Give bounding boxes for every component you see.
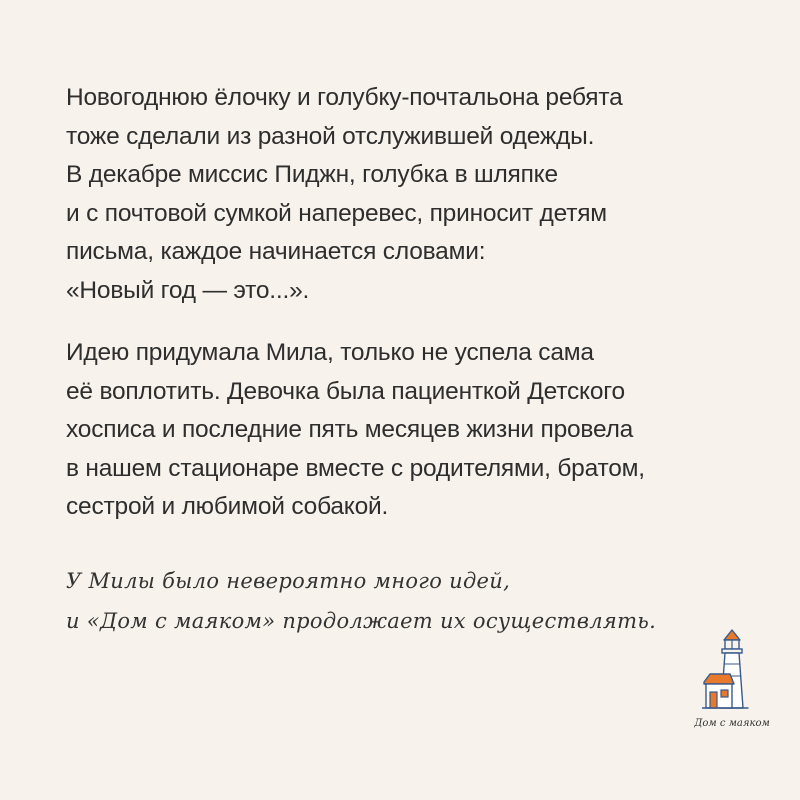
- paragraph-2-line: Идею придумала Мила, только не успела сама: [66, 339, 594, 366]
- paragraph-1-line: и с почтовой сумкой наперевес, приносит детям: [66, 199, 607, 227]
- paragraph-2: [66, 334, 756, 527]
- paragraph-1: [66, 79, 756, 310]
- paragraph-1-line: «Новый год — это...».: [66, 276, 310, 304]
- paragraph-2-line: хосписа и последние пять месяцев жизни провела: [66, 416, 634, 443]
- logo-caption: Дом с маяком: [694, 718, 770, 729]
- handwritten-note-line: У Милы было невероятно много идей,: [66, 569, 511, 593]
- paragraph-1-line: письма, каждое начинается словами:: [66, 238, 486, 265]
- handwritten-note: [66, 561, 756, 641]
- paragraph-2-line: сестрой и любимой собакой.: [66, 493, 389, 520]
- brand-logo: [672, 628, 792, 738]
- paragraph-1-line: В декабре миссис Пиджн, голубка в шляпке: [66, 161, 558, 188]
- paragraph-1-line: Новогоднюю ёлочку и голубку-почтальона ребята: [66, 84, 623, 111]
- lighthouse-house-icon: [702, 628, 762, 714]
- paragraph-2-line: в нашем стационаре вместе с родителями, братом,: [66, 454, 645, 482]
- handwritten-note-line: и «Дом с маяком» продолжает их осуществлять.: [66, 609, 657, 633]
- paragraph-1-line: тоже сделали из разной отслужившей одежды.: [66, 122, 595, 150]
- paragraph-2-line: её воплотить. Девочка была пациенткой Детского: [66, 377, 625, 405]
